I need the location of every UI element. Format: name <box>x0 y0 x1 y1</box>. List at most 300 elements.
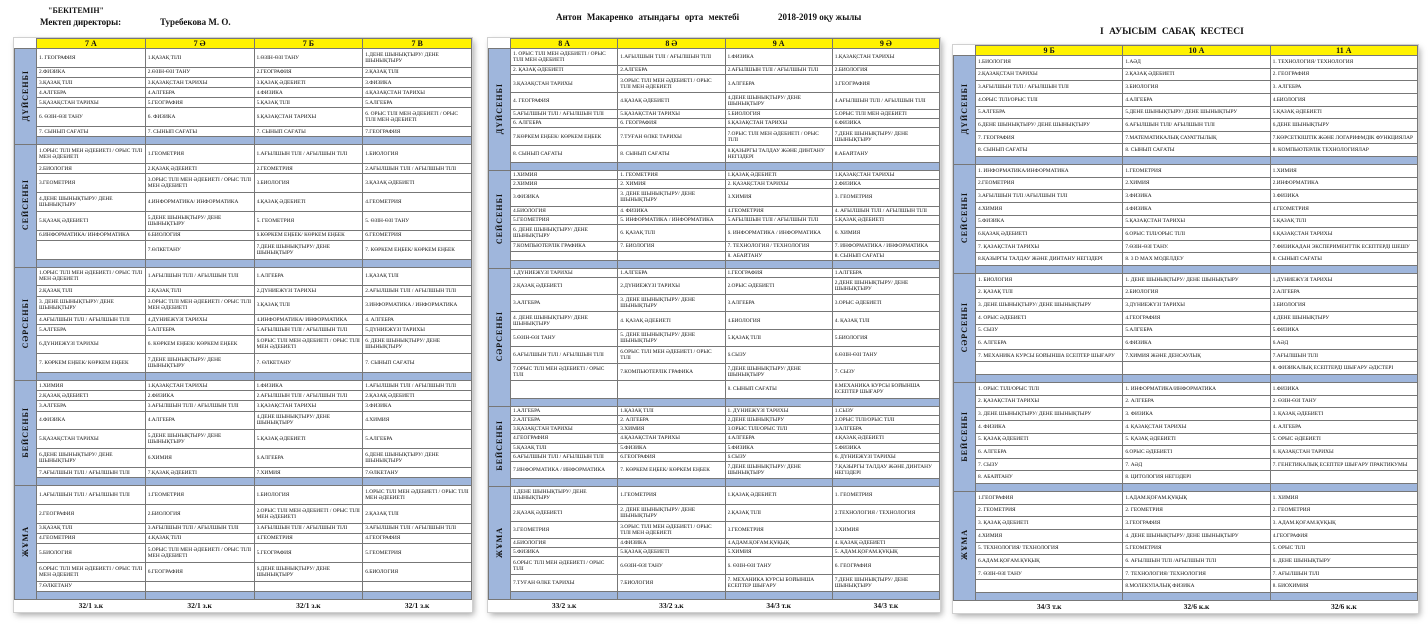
lesson-cell <box>618 406 725 415</box>
lesson-text: 4.ФИЗИКА <box>256 89 283 96</box>
schedule-panel-7 <box>14 38 472 612</box>
lesson-cell <box>37 354 146 373</box>
lesson-text: 3.ФИЗИКА <box>365 403 392 409</box>
lesson-text: 2.ҚАЗАҚ ТІЛІ <box>147 287 182 294</box>
lesson-cell <box>1123 580 1270 593</box>
lesson-cell <box>832 443 939 452</box>
day-label <box>489 487 511 600</box>
separator-cell <box>511 592 618 600</box>
lesson-text: 4.ДЕНЕ ШЫНЫҚТЫРУ/ ДЕНЕ ШЫНЫҚТЫРУ <box>727 94 802 107</box>
lesson-text: 5.ӨЗІН-ӨЗІ ТАНУ <box>513 334 556 341</box>
class-header: 7 В <box>363 39 472 49</box>
lesson-text: 4.ГЕОГРАФИЯ <box>1125 314 1161 321</box>
lesson-cell <box>1270 408 1417 421</box>
hours-total: 32/1 з.к <box>37 600 146 613</box>
lesson-text: 3.ҚАЗАҚСТАН ТАРИХЫ <box>513 80 573 87</box>
lesson-cell <box>145 504 254 523</box>
lesson-row <box>15 88 472 98</box>
lesson-cell <box>725 521 832 538</box>
lesson-cell <box>976 542 1123 555</box>
lesson-cell <box>1270 190 1417 203</box>
separator-cell <box>511 479 618 487</box>
lesson-row <box>15 211 472 230</box>
lesson-cell <box>1270 567 1417 580</box>
lesson-text: 6.ҚАЗАҚСТАН ТАРИХЫ <box>727 120 788 127</box>
lesson-text: 4.АЛГЕБРА <box>727 435 755 442</box>
hours-total: 33/2 з.к <box>511 600 618 613</box>
lesson-text: 4.ДҮНИЕЖҮЗІ ТАРИХЫ <box>147 316 208 323</box>
lesson-cell <box>1270 349 1417 362</box>
lesson-text: 3.ХИМИЯ <box>834 526 859 533</box>
lesson-text: 7. СЫНЫП САҒАТЫ <box>39 128 89 135</box>
separator-cell <box>145 259 254 267</box>
corner-cell <box>15 600 37 613</box>
lesson-cell <box>254 67 363 77</box>
lesson-text: 2. ГЕОГРАФИЯ <box>1272 71 1310 78</box>
lesson-cell <box>145 486 254 505</box>
lesson-cell <box>511 329 618 346</box>
lesson-text: 5.ГЕОМЕТРИЯ <box>513 216 550 223</box>
lesson-cell <box>254 267 363 286</box>
lesson-cell <box>618 278 725 295</box>
lesson-row <box>489 557 940 574</box>
day-label <box>954 383 976 492</box>
lesson-text: 2.ҚАЗАҚ ӘДЕБИЕТІ <box>147 165 197 172</box>
day-separator <box>954 484 1418 492</box>
lesson-cell <box>254 523 363 533</box>
lesson-text: 6. АЛГЕБРА <box>978 448 1007 455</box>
lesson-text: 6.ОРЫС ТІЛІ МЕН ӘДЕБИЕТІ / ОРЫС ТІЛІ <box>620 348 712 361</box>
lesson-text: 3.ХИМИЯ <box>727 194 752 201</box>
lesson-text: 3.АҒЫЛШЫН ТІЛІ / АҒЫЛШЫН ТІЛІ <box>365 525 457 532</box>
lesson-text: 5.БИОЛОГИЯ <box>834 334 868 341</box>
lesson-cell <box>1123 420 1270 433</box>
lesson-cell <box>145 193 254 212</box>
class-header: 9 Ә <box>832 39 939 49</box>
lesson-text: 4.АЛГЕБРА <box>147 89 176 96</box>
separator-cell <box>145 478 254 486</box>
lesson-row <box>954 362 1418 375</box>
lesson-text: 6.ӨЗІН-ӨЗІ ТАНУ <box>834 351 878 358</box>
lesson-text: 3.ГЕОГРАФИЯ <box>834 80 870 87</box>
lesson-text: 4.БИОЛОГИЯ <box>1272 96 1306 103</box>
lesson-cell <box>725 574 832 591</box>
lesson-cell <box>725 415 832 424</box>
lesson-row <box>954 190 1418 203</box>
lesson-cell <box>145 67 254 77</box>
lesson-row <box>489 381 940 398</box>
lesson-text: 3.АҒЫЛШЫН ТІЛІ / АҒЫЛШЫН ТІЛІ <box>147 525 239 532</box>
lesson-cell <box>1270 299 1417 312</box>
lesson-row <box>15 193 472 212</box>
lesson-text: 3. АЛГЕБРА <box>1272 84 1302 91</box>
lesson-text: 1. ОРЫС ТІЛІ МЕН ӘДЕБИЕТІ / ОРЫС ТІЛІ МЕН ӘДЕБИЕТІ <box>513 51 606 64</box>
lesson-text: 3.АЛГЕБРА <box>834 426 863 433</box>
lesson-cell <box>37 77 146 87</box>
lesson-text: 1.БИОЛОГИЯ <box>365 151 399 158</box>
lesson-cell <box>145 381 254 391</box>
lesson-text: 2.ҚАЗАҚ ӘДЕБИЕТІ <box>39 392 89 399</box>
lesson-cell <box>254 174 363 193</box>
lesson-cell <box>254 77 363 87</box>
lesson-text: 7. СЫНЫП САҒАТЫ <box>256 128 306 135</box>
hours-total: 32/6 к.к <box>1270 601 1417 614</box>
separator-cell <box>1123 484 1270 492</box>
day-separator <box>489 260 940 268</box>
lesson-cell <box>1123 529 1270 542</box>
lesson-cell <box>511 215 618 224</box>
lesson-text: 7.ҚАЗАҚ ӘДЕБИЕТІ <box>147 469 197 476</box>
lesson-cell <box>254 430 363 449</box>
lesson-cell <box>37 145 146 164</box>
lesson-text: 7. ТЕХНОЛОГИЯ / ТЕХНОЛОГИЯ <box>727 243 810 250</box>
separator-cell <box>832 592 939 600</box>
separator-cell <box>725 398 832 406</box>
separator-cell <box>254 478 363 486</box>
lesson-text: 6.ДЕНЕ ШЫНЫҚТЫРУ/ ДЕНЕ ШЫНЫҚТЫРУ <box>978 121 1090 128</box>
lesson-cell <box>511 504 618 521</box>
director-name: Туребекова М. О. <box>160 17 231 27</box>
lesson-row <box>15 430 472 449</box>
lesson-cell <box>832 225 939 242</box>
lesson-cell <box>37 449 146 468</box>
lesson-cell <box>725 145 832 162</box>
lesson-text: 4. ҚАЗАҚ ӘДЕБИЕТІ <box>834 540 886 547</box>
lesson-text: 3.ДҮНИЕЖҮЗІ ТАРИХЫ <box>1125 302 1185 309</box>
lesson-text: 2.ҚАЗАҚ ӘДЕБИЕТІ <box>513 509 563 516</box>
lesson-cell <box>511 251 618 260</box>
lesson-cell <box>725 251 832 260</box>
lesson-cell <box>254 49 363 68</box>
lesson-text: 3.АЛГЕБРА <box>39 403 67 409</box>
lesson-text: 6.ОРЫС ӘДЕБИЕТІ <box>1125 448 1173 455</box>
lesson-text: 6.ӨЗІН-ӨЗІ ТАНУ <box>620 562 663 569</box>
lesson-text: 7.ДЕНЕ ШЫНЫҚТЫРУ/ ДЕНЕ ШЫНЫҚТЫРУ <box>147 357 222 370</box>
lesson-row <box>489 295 940 312</box>
lesson-text: 6.АДАМ.ҚОҒАМ.ҚҰҚЫҚ <box>978 557 1040 564</box>
lesson-text: 2.ФИЗИКА <box>147 392 175 399</box>
lesson-cell <box>832 312 939 329</box>
lesson-text: 3.ҚАЗАҚ ТІЛІ <box>39 79 73 86</box>
day-separator <box>489 479 940 487</box>
lesson-cell <box>618 574 725 591</box>
lesson-text: 4. ДЕНЕ ШЫНЫҚТЫРУ/ ДЕНЕ ШЫНЫҚТЫРУ <box>513 314 588 327</box>
lesson-cell <box>37 401 146 411</box>
lesson-text: 4.ҚАЗАҚ ӘДЕБИЕТІ <box>834 435 884 442</box>
lesson-cell <box>725 66 832 75</box>
lesson-row <box>489 406 940 415</box>
lesson-cell <box>1123 408 1270 421</box>
separator-cell <box>976 593 1123 601</box>
lesson-text: 1. ОРЫС ТІЛІ/ОРЫС ТІЛІ <box>978 385 1040 392</box>
lesson-cell <box>618 329 725 346</box>
totals-row <box>15 600 472 613</box>
day-name: СӘРСЕНБІ <box>495 310 504 362</box>
lesson-cell <box>1123 119 1270 132</box>
lesson-cell <box>976 471 1123 484</box>
lesson-text: 4. АЛГЕБРА <box>1272 423 1302 430</box>
lesson-row <box>954 253 1418 266</box>
class-header: 9 А <box>725 39 832 49</box>
day-label <box>15 267 37 381</box>
separator-cell <box>254 259 363 267</box>
lesson-text: 4.БИОЛОГИЯ <box>727 317 761 324</box>
lesson-cell <box>363 77 472 87</box>
lesson-text: 1.ОРЫС ТІЛІ МЕН ӘДЕБИЕТІ / ОРЫС ТІЛІ МЕН ӘДЕБИЕТІ <box>39 148 143 161</box>
school-year: 2018-2019 оқу жылы <box>778 12 862 22</box>
lesson-text: 6.ДЕНЕ ШЫНЫҚТЫРУ/ ДЕНЕ ШЫНЫҚТЫРУ <box>39 452 113 465</box>
lesson-cell <box>976 286 1123 299</box>
lesson-text: 5.ФИЗИКА <box>727 444 754 451</box>
separator-cell <box>618 479 725 487</box>
lesson-row <box>15 67 472 77</box>
lesson-row <box>954 492 1418 505</box>
lesson-cell <box>976 517 1123 530</box>
lesson-cell <box>1270 119 1417 132</box>
lesson-cell <box>1123 517 1270 530</box>
hours-total: 33/2 з.к <box>618 600 725 613</box>
lesson-text: 5.АҒЫЛШЫН ТІЛІ / АҒЫЛШЫН ТІЛІ <box>727 216 819 223</box>
lesson-cell <box>511 574 618 591</box>
lesson-row <box>954 311 1418 324</box>
lesson-text: 2.ҚАЗАҚ ТІЛІ <box>365 510 399 517</box>
lesson-text: 7. ӨЗІН-ӨЗІ ТАНУ <box>978 570 1022 577</box>
separator-cell <box>254 592 363 600</box>
lesson-cell <box>37 108 146 127</box>
lesson-cell <box>363 230 472 240</box>
lesson-row <box>489 145 940 162</box>
lesson-text: 6. ДЕНЕ ШЫНЫҚТЫРУ/ ДЕНЕ ШЫНЫҚТЫРУ <box>513 227 588 240</box>
lesson-cell <box>976 177 1123 190</box>
lesson-text: 1. ГЕОМЕТРИЯ <box>620 171 658 178</box>
lesson-text: 3. ДЕНЕ ШЫНЫҚТЫРУ/ ДЕНЕ ШЫНЫҚТЫРУ <box>978 302 1092 309</box>
lesson-cell <box>725 49 832 66</box>
lesson-text: 3. ГЕОМЕТРИЯ <box>834 194 873 201</box>
lesson-text: 7.ДЕНЕ ШЫНЫҚТЫРУ/ ДЕНЕ ШЫНЫҚТЫРУ <box>834 130 909 143</box>
lesson-cell <box>1270 446 1417 459</box>
lesson-cell <box>145 267 254 286</box>
lesson-text: 6.СЫЗУ <box>727 453 747 460</box>
lesson-text: 4.ГЕОМЕТРИЯ <box>1272 205 1309 212</box>
lesson-cell <box>145 401 254 411</box>
lesson-text: 7.ДЕНЕ ШЫНЫҚТЫРУ/ ДЕНЕ ШЫНЫҚТЫРУ <box>834 576 909 589</box>
lesson-cell <box>37 164 146 174</box>
separator-cell <box>37 137 146 145</box>
lesson-cell <box>1270 253 1417 266</box>
lesson-text: 5.АЛГЕБРА <box>39 327 67 333</box>
lesson-row <box>954 240 1418 253</box>
hours-total: 34/3 т.к <box>976 601 1123 614</box>
lesson-text: 5. ТЕХНОЛОГИЯ/ ТЕХНОЛОГИЯ <box>978 545 1059 552</box>
lesson-row <box>15 401 472 411</box>
lesson-cell <box>254 391 363 401</box>
lesson-cell <box>1123 555 1270 568</box>
lesson-cell <box>511 425 618 434</box>
lesson-cell <box>363 67 472 77</box>
lesson-cell <box>725 406 832 415</box>
lesson-cell <box>725 128 832 145</box>
lesson-cell <box>618 557 725 574</box>
lesson-text: 6.ДЕНЕ ШЫНЫҚТЫРУ <box>1272 121 1330 128</box>
day-label <box>15 145 37 267</box>
lesson-text: 1.АЛГЕБРА <box>256 273 284 280</box>
lesson-text: 6.ДЕНЕ ШЫНЫҚТЫРУ/ ДЕНЕ ШЫНЫҚТЫРУ <box>256 565 331 578</box>
lesson-cell <box>145 581 254 591</box>
lesson-cell <box>725 538 832 547</box>
lesson-cell <box>725 504 832 521</box>
lesson-row <box>954 555 1418 568</box>
lesson-row <box>15 230 472 240</box>
lesson-cell <box>618 109 725 118</box>
lesson-text: 6. АЛГЕБРА <box>978 339 1007 346</box>
lesson-cell <box>363 193 472 212</box>
lesson-cell <box>363 315 472 325</box>
lesson-cell <box>976 458 1123 471</box>
lesson-row <box>15 544 472 563</box>
lesson-cell <box>832 75 939 92</box>
lesson-text: 7.КӨРКЕМ ЕҢБЕК/ КӨРКЕМ ЕҢБЕК <box>513 133 602 140</box>
lesson-cell <box>1123 471 1270 484</box>
lesson-cell <box>145 315 254 325</box>
lesson-cell <box>1123 542 1270 555</box>
lesson-cell <box>618 128 725 145</box>
lesson-cell <box>976 420 1123 433</box>
lesson-cell <box>511 109 618 118</box>
lesson-text: 5.ФИЗИКА <box>513 549 540 556</box>
lesson-cell <box>832 381 939 398</box>
lesson-cell <box>1270 286 1417 299</box>
lesson-cell <box>363 486 472 505</box>
lesson-row <box>489 443 940 452</box>
lesson-row <box>15 286 472 296</box>
separator-cell <box>363 259 472 267</box>
lesson-text: 4.ГЕОМЕТРИЯ <box>727 207 764 214</box>
lesson-text: 3.ҚАЗАҚСТАН ТАРИХЫ <box>513 426 573 433</box>
lesson-cell <box>618 215 725 224</box>
lesson-text: 1.БИОЛОГИЯ <box>978 58 1011 65</box>
lesson-cell <box>1270 580 1417 593</box>
lesson-text: 3.ФИЗИКА <box>1125 193 1152 200</box>
lesson-cell <box>37 174 146 193</box>
lesson-cell <box>1123 362 1270 375</box>
lesson-cell <box>1123 165 1270 178</box>
lesson-cell <box>37 49 146 68</box>
lesson-cell <box>725 295 832 312</box>
lesson-cell <box>832 242 939 251</box>
lesson-text: 6. ОРЫС ТІЛІ МЕН ӘДЕБИЕТІ / ОРЫС ТІЛІ МЕН ӘДЕБИЕТІ <box>365 111 459 124</box>
shift-title: І АУЫСЫМ САБАҚ КЕСТЕСІ <box>1100 27 1244 37</box>
lesson-cell <box>725 346 832 363</box>
lesson-text: 3. ҚАЗАҚ ӘДЕБИЕТІ <box>978 520 1029 527</box>
lesson-row <box>489 434 940 443</box>
day-separator <box>15 373 472 381</box>
lesson-text: 5.ҚАЗАҚ ТІЛІ <box>256 99 290 106</box>
lesson-text: 3.ҚАЗАҚСТАН ТАРИХЫ <box>147 79 208 86</box>
lesson-text: 5. ОРЫС ӘДЕБИЕТІ <box>1272 436 1321 443</box>
lesson-row <box>489 225 940 242</box>
lesson-row <box>15 381 472 391</box>
lesson-cell <box>254 325 363 335</box>
lesson-cell <box>145 211 254 230</box>
lesson-row <box>954 395 1418 408</box>
lesson-text: 1.ҚАЗАҚ ӘДЕБИЕТІ <box>727 171 777 178</box>
lesson-row <box>489 251 940 260</box>
lesson-cell <box>511 452 618 461</box>
lesson-text: 1.АДАМ.ҚОҒАМ.ҚҰҚЫҚ <box>1125 494 1187 501</box>
lesson-text: 1. БИОЛОГИЯ <box>978 276 1013 283</box>
lesson-cell <box>511 381 618 398</box>
lesson-cell <box>618 462 725 479</box>
lesson-text: 5.ОРЫС ТІЛІ МЕН ӘДЕБИЕТІ / ОРЫС ТІЛІ МЕН ӘДЕБИЕТІ <box>147 546 252 559</box>
lesson-text: 1.ХИМИЯ <box>1272 167 1297 174</box>
lesson-cell <box>976 253 1123 266</box>
lesson-row <box>954 68 1418 81</box>
lesson-cell <box>832 66 939 75</box>
lesson-text: 2.АЛГЕБРА <box>513 416 541 423</box>
lesson-cell <box>37 533 146 543</box>
lesson-cell <box>618 312 725 329</box>
lesson-cell <box>976 529 1123 542</box>
corner-cell <box>954 46 976 56</box>
lesson-text: 8. АБАЙТАНУ <box>727 252 763 259</box>
lesson-text: 5.АҒЫЛШЫН ТІЛІ / АҒЫЛШЫН ТІЛІ <box>256 327 348 333</box>
lesson-text: 8. КОМПЬЮТЕРЛІК ТЕХНОЛОГИЯЛАР <box>1272 147 1369 154</box>
hours-total: 32/1 з.к <box>363 600 472 613</box>
lesson-cell <box>145 544 254 563</box>
separator-cell <box>1123 593 1270 601</box>
lesson-text: 1.АӘД <box>1125 58 1141 65</box>
lesson-text: 4.АҒЫЛШЫН ТІЛІ / АҒЫЛШЫН ТІЛІ <box>39 316 130 323</box>
hours-total: 32/1 з.к <box>254 600 363 613</box>
lesson-text: 2. ДЕНЕ ШЫНЫҚТЫРУ/ ДЕНЕ ШЫНЫҚТЫРУ <box>620 506 696 519</box>
corner-cell <box>489 600 511 613</box>
lesson-text: 4. ҚАЗАҚ ТІЛІ <box>834 317 870 324</box>
day-label <box>489 170 511 268</box>
lesson-text: 5.ҚАЗАҚ ТІЛІ <box>513 444 547 451</box>
lesson-cell <box>1270 324 1417 337</box>
lesson-row <box>15 267 472 286</box>
lesson-cell <box>37 67 146 77</box>
day-separator <box>954 593 1418 601</box>
lesson-text: 2.АҒЫЛШЫН ТІЛІ / АҒЫЛШЫН ТІЛІ <box>365 287 457 294</box>
lesson-text: 2. ГЕОМЕТРИЯ <box>1272 507 1311 514</box>
lesson-cell <box>254 401 363 411</box>
lesson-cell <box>363 49 472 68</box>
lesson-text: 4.ГЕОГРАФИЯ <box>513 435 549 442</box>
lesson-text: 5.БИОЛОГИЯ <box>727 111 761 117</box>
lesson-cell <box>363 430 472 449</box>
lesson-cell <box>363 286 472 296</box>
lesson-cell <box>976 446 1123 459</box>
lesson-text: 2.ҚАЗАҚ ТІЛІ <box>365 69 399 76</box>
lesson-cell <box>832 295 939 312</box>
class-header: 7 А <box>37 39 146 49</box>
lesson-text: 8. ЦИТОЛОГИЯ НЕГІЗДЕРІ <box>1125 474 1192 481</box>
lesson-text: 7. МЕХАНИКА КУРСЫ БОЙЫНША ЕСЕПТЕР ШЫҒАРУ <box>978 352 1115 359</box>
lesson-cell <box>618 145 725 162</box>
lesson-cell <box>832 346 939 363</box>
lesson-row <box>489 574 940 591</box>
lesson-text: 7.ХИМИЯ ЖӘНЕ ДЕНСАУЛЫҚ <box>1125 352 1201 359</box>
separator-cell <box>725 260 832 268</box>
lesson-text: 7.ӨЛКЕТАНУ <box>365 469 399 476</box>
lesson-cell <box>254 145 363 164</box>
lesson-row <box>954 408 1418 421</box>
lesson-cell <box>618 538 725 547</box>
lesson-row <box>954 177 1418 190</box>
lesson-row <box>489 128 940 145</box>
lesson-cell <box>976 567 1123 580</box>
